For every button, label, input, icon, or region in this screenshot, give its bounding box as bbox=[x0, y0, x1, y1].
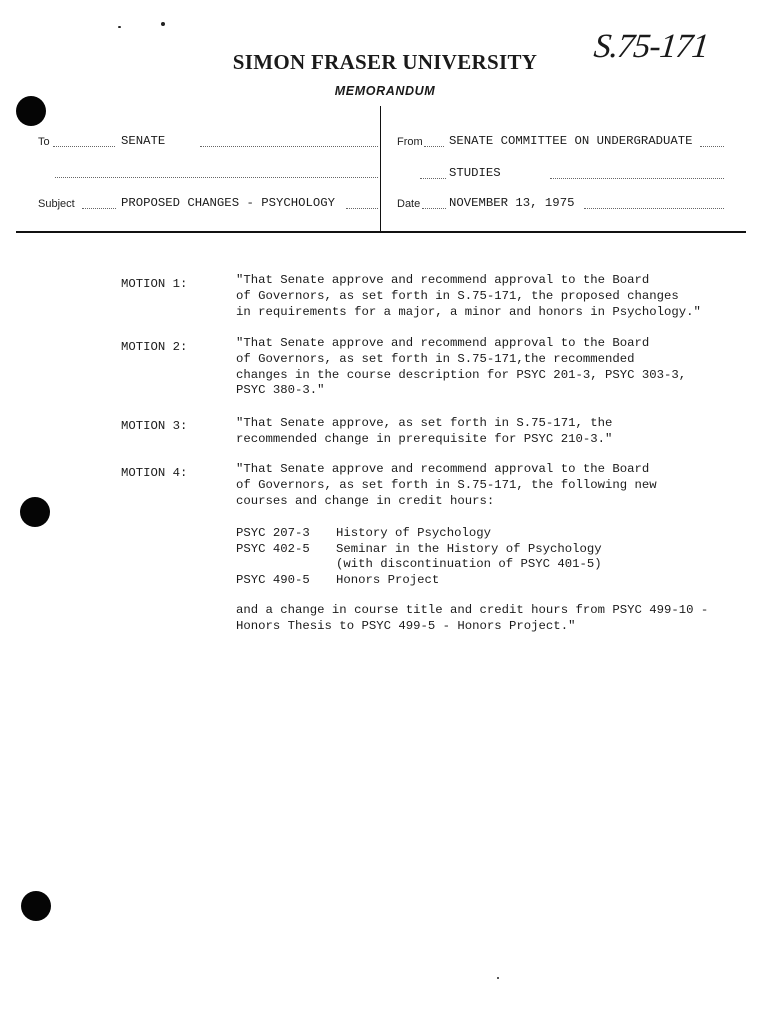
university-title: SIMON FRASER UNIVERSITY bbox=[232, 50, 538, 74]
from-dots-line2 bbox=[420, 178, 446, 179]
motion-line: courses and change in credit hours: bbox=[236, 493, 495, 508]
memorandum-label: MEMORANDUM bbox=[334, 84, 436, 98]
from-dots-tail bbox=[700, 146, 724, 147]
from-value-line2: STUDIES bbox=[449, 166, 501, 180]
motion-line: recommended change in prerequisite for PSYC 210-3." bbox=[236, 431, 613, 446]
motion-label: MOTION 1: bbox=[121, 277, 188, 291]
course-code: PSYC 490-5 bbox=[236, 573, 310, 587]
course-code: PSYC 207-3 bbox=[236, 526, 310, 540]
date-dots bbox=[422, 208, 446, 209]
handwritten-document-number: S.75-171 bbox=[592, 28, 710, 65]
subject-dots-tail bbox=[346, 208, 378, 209]
motion-line: in requirements for a major, a minor and honors in Psychology." bbox=[236, 304, 701, 319]
course-title: (with discontinuation of PSYC 401-5) bbox=[336, 557, 602, 571]
motion-line: PSYC 380-3." bbox=[236, 383, 325, 398]
course-title: Seminar in the History of Psychology bbox=[336, 542, 602, 556]
header-divider-horizontal bbox=[16, 231, 746, 233]
course-title: Honors Project bbox=[336, 573, 440, 587]
from-dots bbox=[424, 146, 444, 147]
ink-speck bbox=[497, 977, 499, 979]
motion-line: of Governors, as set forth in S.75-171, the proposed changes bbox=[236, 288, 679, 303]
motion-label: MOTION 3: bbox=[121, 419, 188, 433]
ink-speck bbox=[161, 22, 165, 26]
from-value-line1: SENATE COMMITTEE ON UNDERGRADUATE bbox=[449, 134, 693, 148]
to-value: SENATE bbox=[121, 134, 166, 148]
motion-line: "That Senate approve and recommend approval to the Board bbox=[236, 273, 650, 287]
punch-hole-middle bbox=[20, 497, 50, 527]
motion-line: of Governors, as set forth in S.75-171,the recommended bbox=[236, 351, 635, 366]
motion-line: changes in the course description for PSYC 201-3, PSYC 303-3, bbox=[236, 367, 687, 382]
motion-line: "That Senate approve and recommend approval to the Board bbox=[236, 336, 650, 350]
date-label: Date bbox=[397, 198, 421, 210]
punch-hole-bottom bbox=[21, 891, 51, 921]
to-dots-tail bbox=[200, 146, 378, 147]
to-dots-line2 bbox=[55, 177, 378, 178]
motion-text bbox=[236, 416, 736, 448]
date-dots-tail bbox=[584, 208, 724, 209]
subject-value: PROPOSED CHANGES - PSYCHOLOGY bbox=[121, 196, 336, 210]
subject-dots bbox=[82, 208, 116, 209]
motion-line: "That Senate approve and recommend approval to the Board bbox=[236, 462, 650, 476]
motion-line: "That Senate approve, as set forth in S.75-171, the bbox=[236, 416, 613, 430]
closing-text bbox=[236, 603, 736, 635]
motion-line: of Governors, as set forth in S.75-171, the following new bbox=[236, 477, 657, 492]
course-title: History of Psychology bbox=[336, 526, 491, 540]
punch-hole-top bbox=[16, 96, 46, 126]
header-divider-vertical bbox=[380, 106, 381, 232]
motion-text bbox=[236, 462, 736, 509]
subject-label: Subject bbox=[38, 198, 75, 210]
motion-text bbox=[236, 336, 736, 399]
from-label: From bbox=[397, 136, 423, 148]
course-code: PSYC 402-5 bbox=[236, 542, 310, 556]
to-label: To bbox=[38, 136, 50, 148]
motion-label: MOTION 4: bbox=[121, 466, 188, 480]
to-dots bbox=[53, 146, 115, 147]
ink-speck bbox=[118, 26, 121, 28]
from-dots-line2-tail bbox=[550, 178, 724, 179]
motion-text bbox=[236, 273, 736, 320]
motion-label: MOTION 2: bbox=[121, 340, 188, 354]
closing-line: Honors Thesis to PSYC 499-5 - Honors Project." bbox=[236, 618, 576, 633]
closing-line: and a change in course title and credit hours from PSYC 499-10 - bbox=[236, 603, 709, 617]
date-value: NOVEMBER 13, 1975 bbox=[449, 196, 575, 210]
